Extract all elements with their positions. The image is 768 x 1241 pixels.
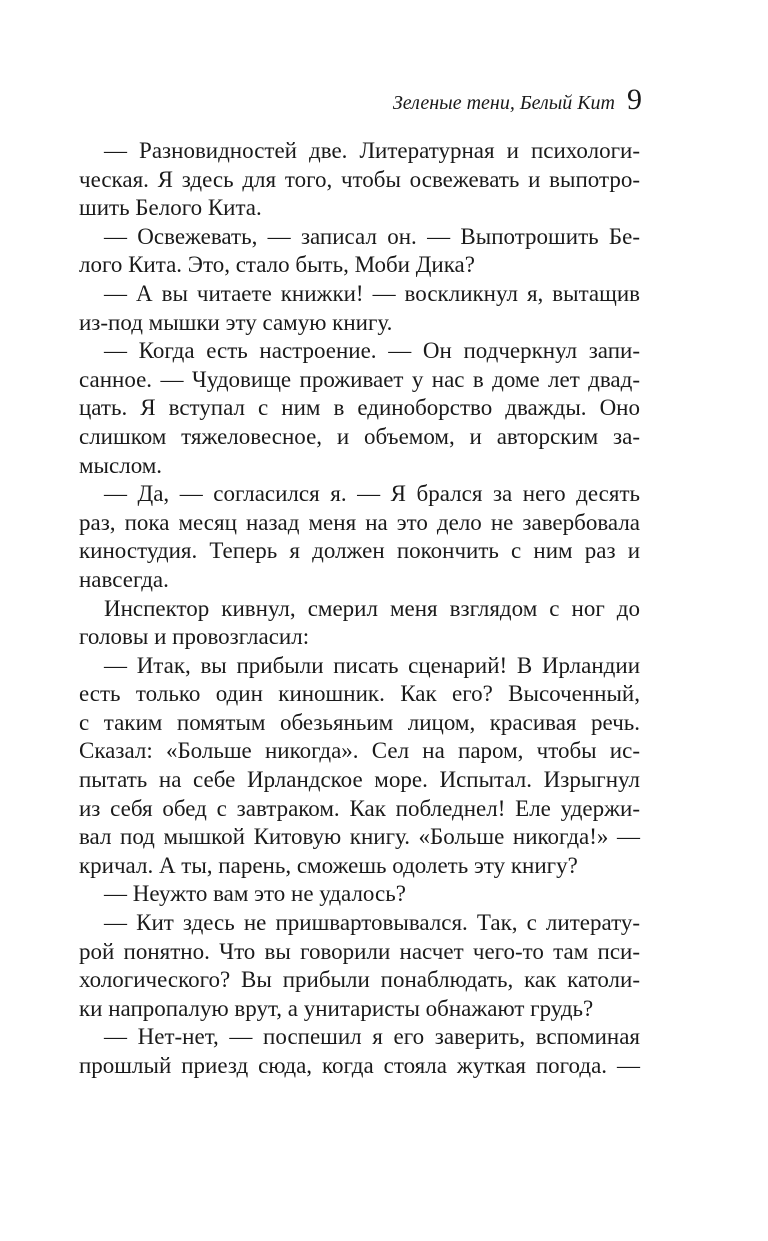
text-line: ки напропалую врут, а унитаристы обнажают грудь?: [79, 995, 594, 1021]
text-line: — Разновидностей две. Литературная и психологи-: [104, 138, 640, 163]
text-line: из себя обед с завтраком. Как побледнел! Еле удержи-: [79, 795, 640, 821]
page-number: 9: [627, 83, 642, 116]
text-line: есть только один киношник. Как его? Высоченный,: [79, 681, 640, 707]
text-line: шить Белого Кита.: [79, 195, 262, 221]
text-line: навсегда.: [79, 566, 169, 592]
text-line: кричал. А ты, парень, сможешь одолеть эту книгу?: [79, 852, 578, 878]
text-line: пытать на себе Ирландское море. Испытал. Изрыгнул: [79, 767, 640, 793]
running-title: Зеленые тени, Белый Кит: [392, 92, 615, 114]
text-line: головы и провозгласил:: [79, 624, 310, 650]
text-line: — Да, — согласился я. — Я брался за него десять: [104, 481, 640, 507]
text-line: цать. Я вступал с ним в единоборство дважды. Оно: [79, 395, 640, 421]
text-line: лого Кита. Это, стало быть, Моби Дика?: [79, 252, 475, 278]
text-line: — Неужто вам это не удалось?: [104, 881, 406, 907]
text-line: прошлый приезд сюда, когда стояла жуткая погода. —: [79, 1053, 640, 1078]
text-line: — А вы читаете книжки! — воскликнул я, вытащив: [104, 280, 640, 306]
text-line: Инспектор кивнул, смерил меня взглядом с ног до: [104, 595, 640, 621]
text-line: из-под мышки эту самую книгу.: [79, 309, 393, 335]
text-line: вал под мышкой Китовую книгу. «Больше никогда!» —: [79, 824, 640, 850]
text-line: ческая. Я здесь для того, чтобы освежевать и выпотро-: [79, 166, 640, 192]
text-line: — Когда есть настроение. — Он подчеркнул запи-: [104, 338, 640, 364]
running-head: [0, 83, 642, 117]
text-line: слишком тяжеловесное, и объемом, и авторским за-: [79, 423, 640, 449]
text-line: киностудия. Теперь я должен покончить с ним раз и: [79, 538, 640, 564]
text-line: Сказал: «Больше никогда». Сел на паром, чтобы ис-: [79, 738, 640, 764]
book-text: [79, 137, 640, 1081]
text-line: санное. — Чудовище проживает у нас в доме лет двад-: [79, 366, 640, 392]
text-line: мыслом.: [79, 452, 163, 478]
text-line: — Нет-нет, — поспешил я его заверить, вспоминая: [104, 1024, 640, 1050]
text-line: — Кит здесь не пришвартовывался. Так, с литерату-: [104, 910, 640, 936]
text-line: хологического? Вы прибыли понаблюдать, как католи-: [79, 967, 640, 993]
text-line: — Итак, вы прибыли писать сценарий! В Ирландии: [104, 652, 640, 678]
text-line: рой понятно. Что вы говорили насчет чего-то там пси-: [79, 938, 640, 964]
text-line: раз, пока месяц назад меня на это дело не завербовала: [79, 509, 640, 535]
text-line: — Освежевать, — записал он. — Выпотрошить Бе-: [104, 223, 640, 249]
text-line: с таким помятым обезьяньим лицом, красивая речь.: [79, 709, 640, 735]
